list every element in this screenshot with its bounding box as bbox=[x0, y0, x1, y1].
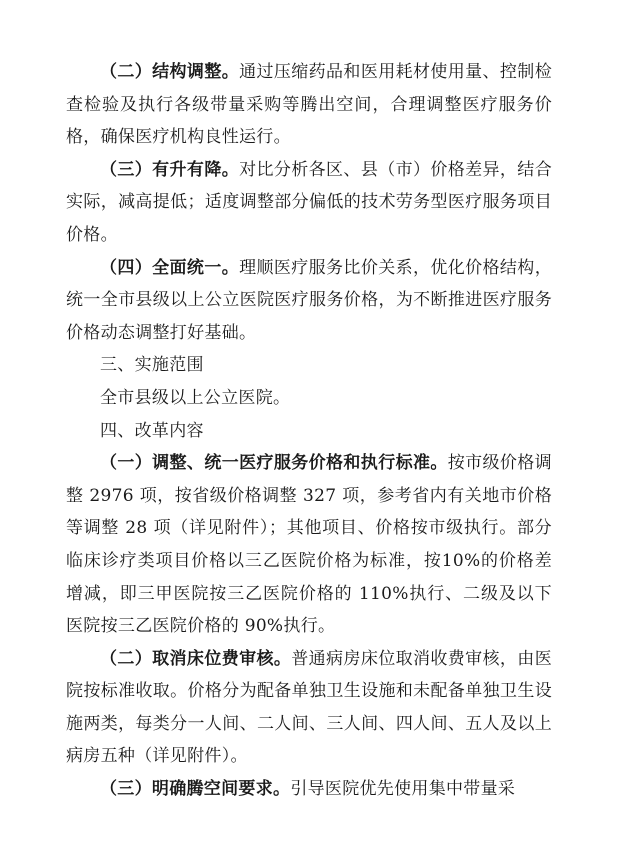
reform-item-text: 引导医院优先使用集中带量采 bbox=[290, 779, 516, 800]
paragraph-text: 理顺医疗服务比价关系，优化价格结构，统一全市县级以上公立医院医疗服务价格，为不断推进医疗服务价格动态调整打好基础。 bbox=[66, 257, 552, 343]
document-page bbox=[66, 56, 552, 806]
paragraph-lead: （二）结构调整。 bbox=[100, 62, 240, 82]
section-heading-scope: 三、实施范围 bbox=[100, 355, 204, 376]
paragraph-text: 对比分析各区、县（市）价格差异，结合实际，减高提低；适度调整部分偏低的技术劳务型医疗服务项目价格。 bbox=[66, 159, 552, 245]
reform-item-lead: （二）取消床位费审核。 bbox=[100, 648, 292, 669]
section-scope-text: 全市县级以上公立医院。 bbox=[100, 387, 291, 408]
reform-item-lead: （一）调整、统一医疗服务价格和执行标准。 bbox=[100, 453, 448, 474]
reform-item-lead: （三）明确腾空间要求。 bbox=[100, 779, 291, 800]
paragraph-rise-and-fall bbox=[66, 154, 552, 252]
reform-item-price-standard bbox=[66, 447, 552, 643]
paragraph-structure-adjustment bbox=[66, 56, 552, 154]
paragraph-lead: （四）全面统一。 bbox=[100, 257, 240, 278]
reform-item-bed-fee bbox=[66, 643, 552, 773]
reform-item-text: 按市级价格调整 2976 项，按省级价格调整 327 项，参考省内有关地市价格等调整 28 项（详见附件）；其他项目、价格按市级执行。部分临床诊疗类项目价格以三乙医院价格为标准，按10%的价格差增减，即三甲医院按三乙医院价格的 110%执行、二级及以下医院按三乙医院价格的 90%执行。 bbox=[66, 453, 552, 637]
paragraph-text: 通过压缩药品和医用耗材使用量、控制检查检验及执行各级带量采购等腾出空间，合理调整医疗服务价格，确保医疗机构良性运行。 bbox=[66, 62, 552, 148]
section-heading-reform-content: 四、改革内容 bbox=[100, 420, 204, 441]
paragraph-full-unification bbox=[66, 252, 552, 350]
reform-item-text: 普通病房床位取消收费审核，由医院按标准收取。价格分为配备单独卫生设施和未配备单独卫生设施两类，每类分一人间、二人间、三人间、四人间、五人及以上病房五种（详见附件）。 bbox=[66, 648, 552, 767]
paragraph-lead: （三）有升有降。 bbox=[100, 159, 240, 180]
reform-item-space-requirement bbox=[66, 773, 552, 806]
